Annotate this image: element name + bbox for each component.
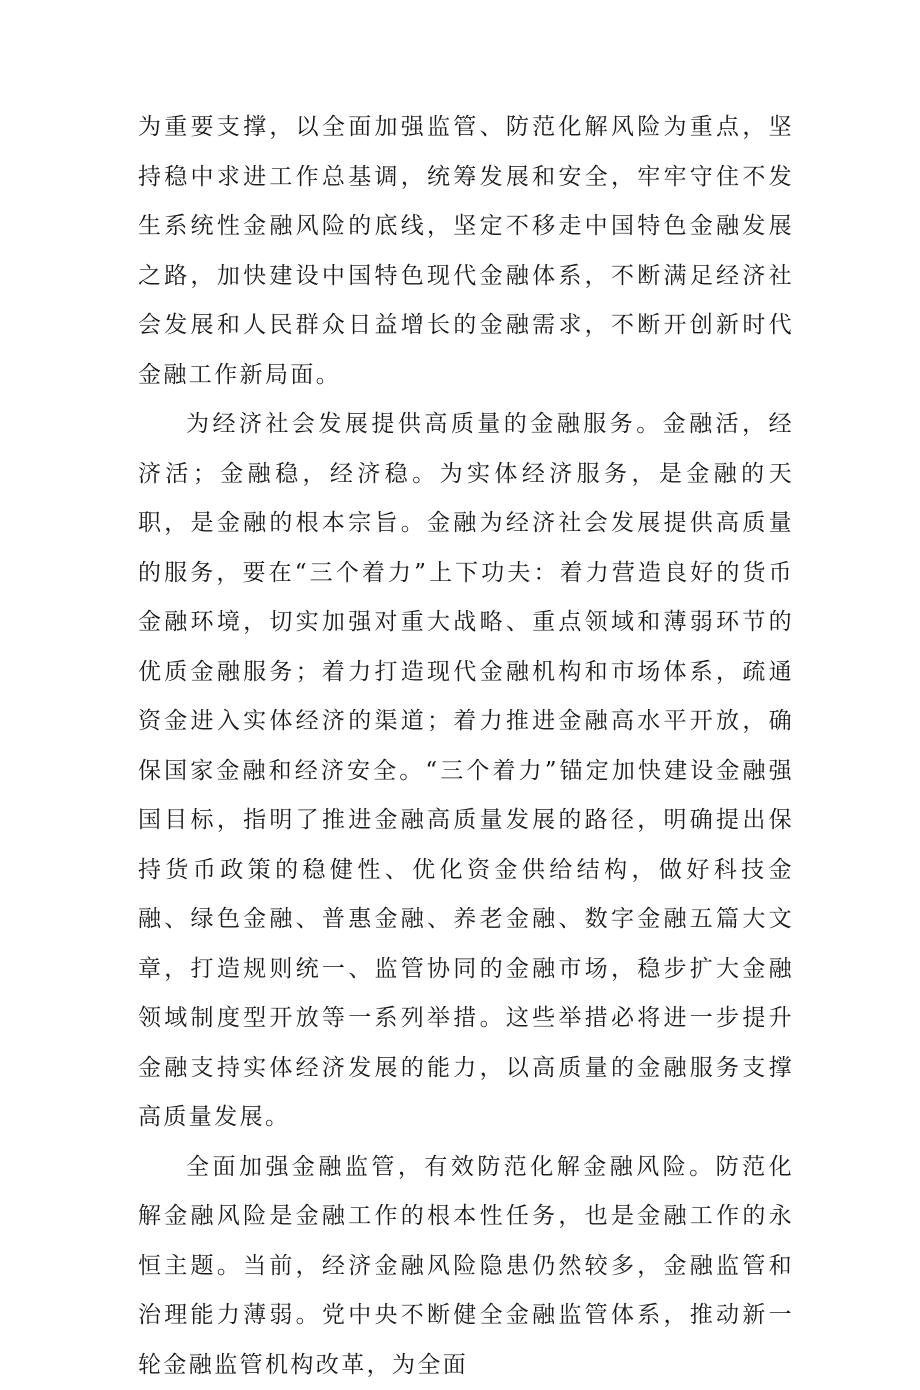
paragraph-3: 全面加强金融监管，有效防范化解金融风险。防范化解金融风险是金融工作的根本性任务，也是金融工作的永恒主题。当前，经济金融风险隐患仍然较多，金融监管和治理能力薄弱。党中央不断健全金融监管体系，推动新一轮金融监管机构改革，为全面 <box>138 1143 794 1390</box>
document-body <box>138 103 794 1390</box>
paragraph-1: 为重要支撑，以全面加强监管、防范化解风险为重点，坚持稳中求进工作总基调，统筹发展和安全，牢牢守住不发生系统性金融风险的底线，坚定不移走中国特色金融发展之路，加快建设中国特色现代金融体系，不断满足经济社会发展和人民群众日益增长的金融需求，不断开创新时代金融工作新局面。 <box>138 103 794 400</box>
paragraph-2: 为经济社会发展提供高质量的金融服务。金融活，经济活；金融稳，经济稳。为实体经济服务，是金融的天职，是金融的根本宗旨。金融为经济社会发展提供高质量的服务，要在“三个着力”上下功夫：着力营造良好的货币金融环境，切实加强对重大战略、重点领域和薄弱环节的优质金融服务；着力打造现代金融机构和市场体系，疏通资金进入实体经济的渠道；着力推进金融高水平开放，确保国家金融和经济安全。“三个着力”锚定加快建设金融强国目标，指明了推进金融高质量发展的路径，明确提出保持货币政策的稳健性、优化资金供给结构，做好科技金融、绿色金融、普惠金融、养老金融、数字金融五篇大文章，打造规则统一、监管协同的金融市场，稳步扩大金融领域制度型开放等一系列举措。这些举措必将进一步提升金融支持实体经济发展的能力，以高质量的金融服务支撑高质量发展。 <box>138 400 794 1143</box>
